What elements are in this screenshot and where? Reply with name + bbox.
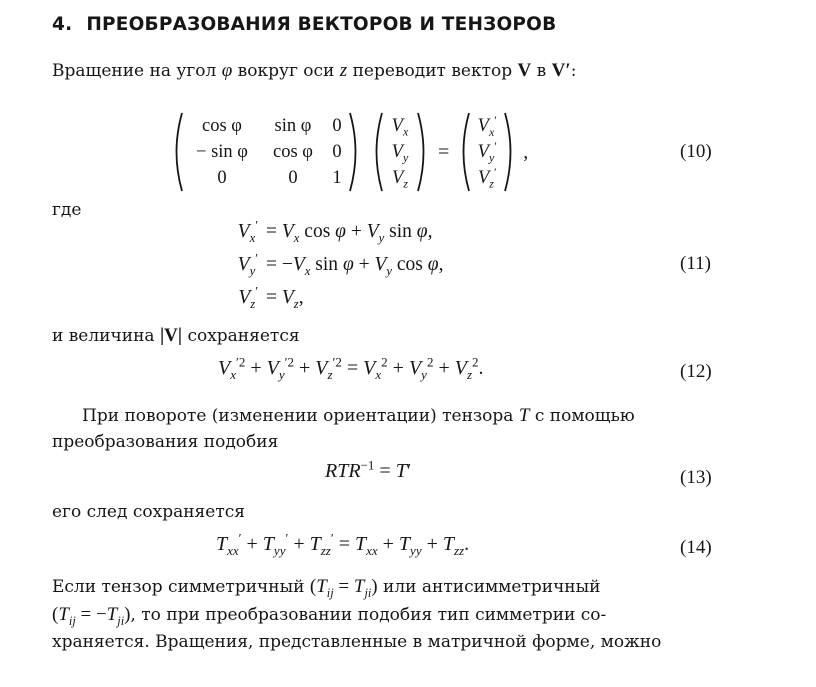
magnitude-text-1: и величина	[52, 326, 155, 346]
section-number: 4.	[52, 14, 73, 35]
magnitude-text-2: сохраняется	[187, 326, 300, 346]
paragraph-2-line-1	[82, 405, 635, 427]
para2-text-2: с помощью	[534, 406, 635, 426]
section-heading	[52, 14, 556, 35]
matrix-cell: cos φ	[202, 116, 242, 136]
matrix-cell: 0	[332, 116, 342, 136]
equation-number-10: (10)	[680, 141, 712, 162]
equation-12: $V_x^{'2} + V_y^{'2} + V_z^{'2} = V_x^2 + V_y^2 + V_z^2$.	[218, 354, 484, 382]
vector-v-prime-column: $V_x'$ $V_y'$ $V_z'$	[477, 112, 497, 191]
right-paren-icon	[348, 111, 362, 193]
intro-text-2: вокруг оси	[237, 61, 335, 81]
intro-text-4: в	[536, 61, 547, 81]
right-paren-icon	[416, 111, 430, 193]
magnitude-v: |V|	[159, 325, 183, 346]
equation-number-14: (14)	[680, 537, 712, 558]
matrix-cell: − sin φ	[196, 142, 248, 162]
paragraph-2-line-2: преобразования подобия	[52, 432, 279, 452]
matrix-cell: 0	[288, 168, 298, 188]
intro-text-3: переводит вектор	[352, 61, 513, 81]
intro-line	[52, 60, 576, 82]
phi-symbol: φ	[221, 60, 233, 81]
z-symbol: z	[339, 60, 348, 81]
left-paren-icon	[370, 111, 384, 193]
para2-text-1: При повороте (изменении ориентации) тензора	[82, 406, 514, 426]
vector-v: V	[517, 60, 532, 81]
equation-number-13: (13)	[680, 467, 712, 488]
equation-11: $V_x'$ = $V_x$ $\cos \varphi + V_y$ sin φ, $V_y'$ = $-V_x$ $\sin \varphi + V_y$ cos φ, $V_z'$ = $V_z$,	[237, 218, 444, 311]
equation-13: $RTR^{-1} = T'$	[325, 457, 412, 482]
paragraph-3-line-1: Если тензор симметричный $(T_{ij} = T_{ji})$ или антисимметричный	[52, 576, 601, 600]
para3-text-1: Если тензор симметричный	[52, 577, 305, 597]
equation-number-11: (11)	[680, 253, 711, 274]
equation-number-12: (12)	[680, 361, 712, 382]
vector-v-column: $V_x$ $V_y$ $V_z$	[391, 116, 409, 191]
rotation-matrix	[184, 113, 348, 191]
intro-text-1: Вращение на угол	[52, 61, 217, 81]
matrix-cell: 0	[332, 142, 342, 162]
section-title: ПРЕОБРАЗОВАНИЯ ВЕКТОРОВ И ТЕНЗОРОВ	[86, 14, 557, 35]
matrix-cell: 0	[217, 168, 227, 188]
paragraph-3-line-2: $(T_{ij} = -T_{ji})$, то при преобразовании подобия тип симметрии со-	[52, 604, 607, 628]
para3-text-3: , то при преобразовании подобия тип симметрии со-	[130, 605, 607, 625]
para3-text-2: или антисимметричный	[383, 577, 601, 597]
matrix-cell: 1	[332, 168, 342, 188]
equation-14: $T_{xx}' + T_{yy}' + T_{zz}' = T_{xx} + T_{yy} + T_{zz}$.	[216, 530, 470, 558]
gde-text: где	[52, 200, 82, 220]
tensor-t: T	[518, 405, 530, 426]
intro-colon: :	[570, 61, 577, 81]
magnitude-line	[52, 325, 300, 347]
left-paren-icon	[170, 111, 184, 193]
matrix-cell: sin φ	[274, 116, 312, 136]
trace-line: его след сохраняется	[52, 502, 245, 522]
matrix-cell: cos φ	[273, 142, 313, 162]
left-paren-icon	[457, 111, 471, 193]
paragraph-3-line-3: храняется. Вращения, представленные в матричной форме, можно	[52, 632, 662, 652]
right-paren-icon	[503, 111, 517, 193]
vector-v-prime: V′	[551, 60, 571, 81]
equation-10: cos φ sin φ 0 − sin φ cos φ 0 0 0 1 $V_x$ $V_y$ $V_z$ = $V_x'$ $V_y'$ $V_z'$ ,	[170, 110, 528, 194]
